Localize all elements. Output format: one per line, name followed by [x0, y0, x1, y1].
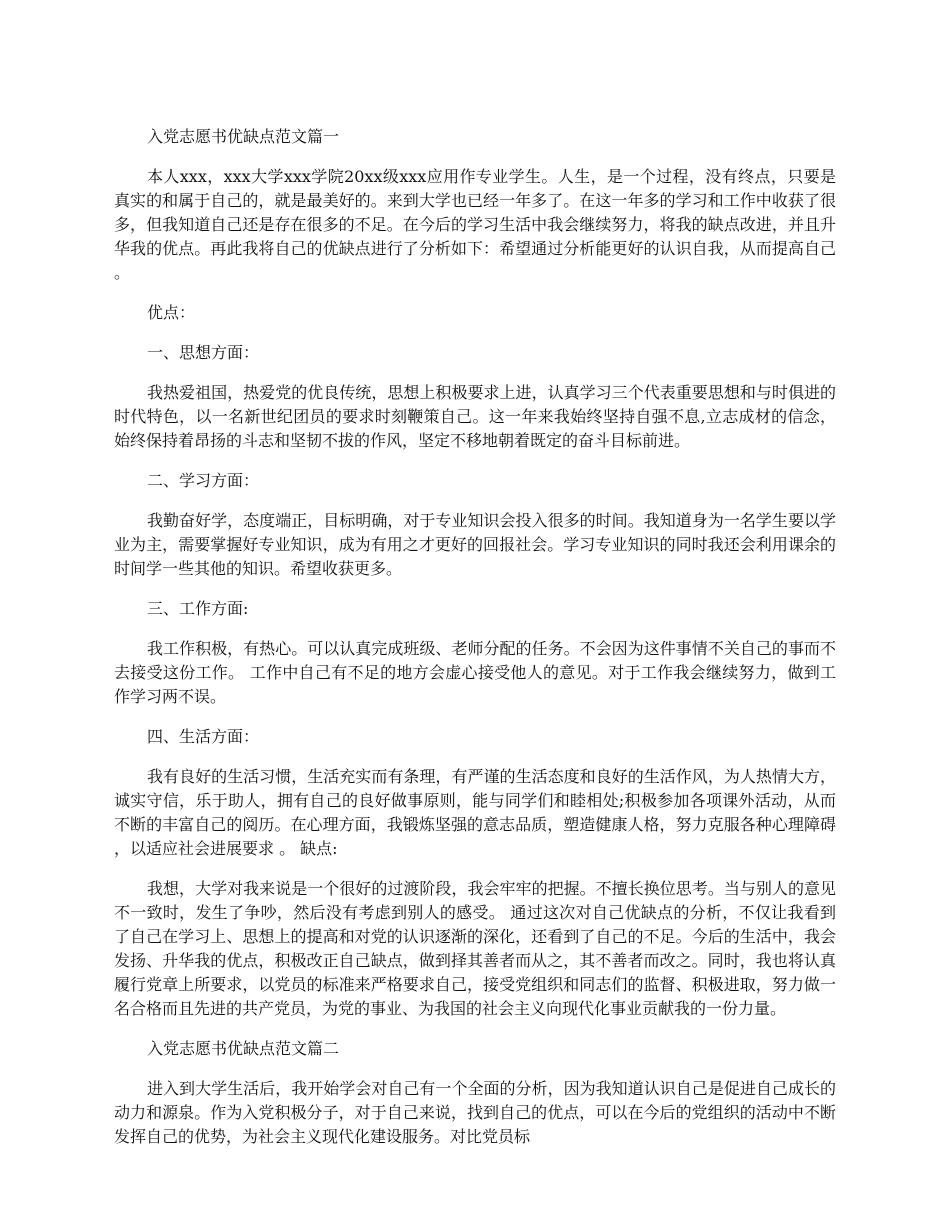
subheading-life: 四、生活方面： — [147, 727, 260, 746]
strengths-heading: 优点： — [147, 303, 196, 322]
study-paragraph: 我勤奋好学，态度端正，目标明确，对于专业知识会投入很多的时间。我知道身为一名学生要以学业为主，需要掌握好专业知识，成为有用之才更好的回报社会。学习专业知识的同时我还会利用课余的时间学一些其他的知识。希望收获更多。 — [114, 511, 836, 578]
section-2-paragraph: 进入到大学生活后，我开始学会对自己有一个全面的分析，因为我知道认识自己是促进自己成长的动力和源泉。作为入党积极分子，对于自己来说，找到自己的优点，可以在今后的党组织的活动中不断发挥自己的优势，为社会主义现代化建设服务。对比党员标 — [114, 1079, 836, 1146]
subheading-study: 二、学习方面： — [147, 471, 260, 490]
thinking-paragraph: 我热爱祖国，热爱党的优良传统，思想上积极要求上进，认真学习三个代表重要思想和与时俱进的时代特色，以一名新世纪团员的要求时刻鞭策自己。这一年来我始终坚持自强不息,立志成材的信念，始终保持着昂扬的斗志和坚韧不拔的作风，坚定不移地朝着既定的奋斗目标前进。 — [114, 383, 836, 450]
weakness-paragraph: 我想，大学对我来说是一个很好的过渡阶段，我会牢牢的把握。不擅长换位思考。当与别人的意见不一致时，发生了争吵，然后没有考虑到别人的感受。 通过这次对自己优缺点的分析，不仅让我看到了自己在学习上、思想上的提高和对党的认识逐渐的深化，还看到了自己的不足。今后的生活中，我会发扬、升华我的优点，积极改正自己缺点，做到择其善者而从之，其不善者而改之。同时，我也将认真履行党章上所要求，以党员的标准来严格要求自己，接受党组织和同志们的监督、积极进取，努力做一名合格而且先进的共产党员，为党的事业、为我国的社会主义向现代化事业贡献我的一份力量。 — [114, 879, 836, 1018]
intro-paragraph: 本人xxx，xxx大学xxx学院20xx级xxx应用作专业学生。人生，是一个过程，没有终点，只要是真实的和属于自己的，就是最美好的。来到大学也已经一年多了。在这一年多的学习和工作中收获了很多，但我知道自己还是存在很多的不足。在今后的学习生活中我会继续努力，将我的缺点改进，并且升华我的优点。再此我将自己的优缺点进行了分析如下：希望通过分析能更好的认识自我，从而提高自己。 — [114, 167, 836, 282]
subheading-work: 三、工作方面: — [147, 599, 249, 618]
life-paragraph: 我有良好的生活习惯，生活充实而有条理，有严谨的生活态度和良好的生活作风，为人热情大方，诚实守信，乐于助人，拥有自己的良好做事原则，能与同学们和睦相处;积极参加各项课外活动，从而不断的丰富自己的阅历。在心理方面，我锻炼坚强的意志品质，塑造健康人格，努力克服各种心理障碍，以适应社会进展要求 。 缺点: — [114, 767, 836, 858]
subheading-thinking: 一、思想方面： — [147, 343, 260, 362]
work-paragraph: 我工作积极，有热心。可以认真完成班级、老师分配的任务。不会因为这件事情不关自己的事而不去接受这份工作。 工作中自己有不足的地方会虚心接受他人的意见。对于工作我会继续努力，做到工作学习两不误。 — [114, 639, 836, 706]
section-title: 入党志愿书优缺点范文篇一 — [147, 127, 340, 146]
section-title-2: 入党志愿书优缺点范文篇二 — [147, 1039, 340, 1058]
document-body — [114, 125, 836, 1165]
